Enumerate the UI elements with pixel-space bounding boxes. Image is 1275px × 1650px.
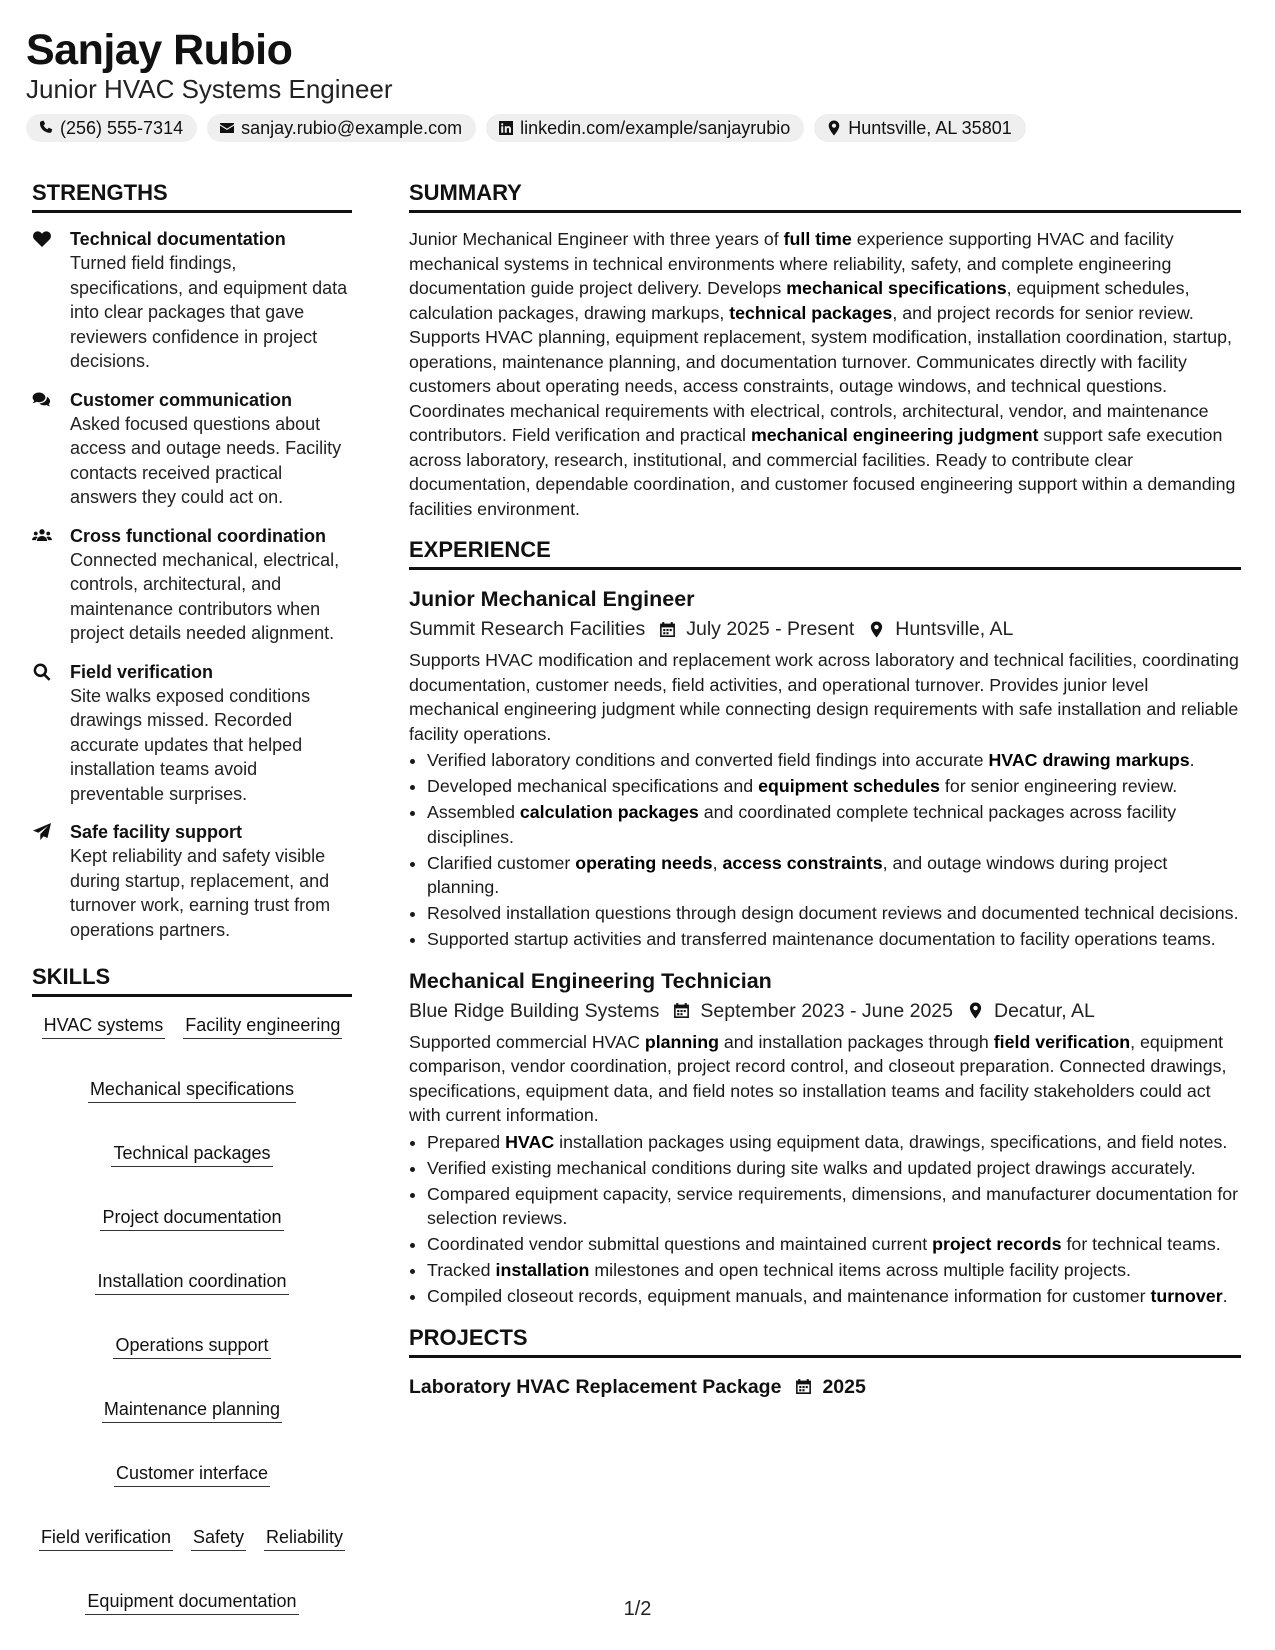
strength-item <box>32 388 352 510</box>
strength-item <box>32 227 352 374</box>
strengths-heading: STRENGTHS <box>32 178 352 213</box>
heart-icon <box>32 229 52 249</box>
job-location: Decatur, AL <box>994 999 1095 1022</box>
job-meta <box>409 996 1241 1026</box>
bullet-item: • Verified existing mechanical conditions during site walks and updated project drawings accurately. <box>427 1156 1241 1181</box>
job-title: Mechanical Engineering Technician <box>409 968 772 993</box>
contact-location-text: Huntsville, AL 35801 <box>848 117 1012 138</box>
candidate-title: Junior HVAC Systems Engineer <box>26 74 393 104</box>
emphasis-text: field verification <box>993 1031 1131 1052</box>
job-dates: September 2023 - June 2025 <box>700 999 953 1022</box>
comments-icon <box>32 390 52 410</box>
page-number: 1/2 <box>623 1598 652 1620</box>
project-year: 2025 <box>822 1375 866 1398</box>
skill-tag: Reliability <box>264 1525 345 1551</box>
skills-heading: SKILLS <box>32 962 352 997</box>
emphasis-text: technical packages <box>729 302 893 323</box>
skill-tag: Installation coordination <box>95 1269 288 1295</box>
contact-location <box>814 114 1025 142</box>
contact-bar <box>26 114 1026 142</box>
emphasis-text: HVAC <box>505 1131 555 1152</box>
strength-title: Technical documentation <box>70 229 286 249</box>
bullet-item: • Compiled closeout records, equipment manuals, and maintenance information for customer turnover. <box>427 1284 1241 1309</box>
emphasis-text: operating needs <box>575 852 713 873</box>
skill-tag: Field verification <box>39 1525 173 1551</box>
strength-item <box>32 524 352 646</box>
project-entry <box>409 1372 1241 1402</box>
strength-title: Cross functional coordination <box>70 525 327 546</box>
emphasis-text: calculation packages <box>519 802 699 822</box>
emphasis-text: turnover <box>1150 1286 1223 1306</box>
strength-desc: Turned field findings, specifications, and equipment data into clear packages that gave reviewers confidence in project decisions. <box>70 253 348 371</box>
skill-tag: Facility engineering <box>183 1013 342 1039</box>
emphasis-text: access constraints <box>722 852 883 873</box>
job-description: Supports HVAC modification and replacement work across laboratory and technical facilities, coordinating documentation, customer needs, field activities, and operational turnover. Provides junior level mechanical engineering judgment while connecting design requirements with safe installation and reliable facility operations. <box>409 650 1239 744</box>
emphasis-text: mechanical specifications <box>786 278 1007 298</box>
projects-heading: PROJECTS <box>409 1323 1241 1358</box>
project-title: Laboratory HVAC Replacement Package <box>409 1375 782 1398</box>
bullet-item: • Clarified customer operating needs, access constraints, and outage windows during project planning. <box>427 851 1241 900</box>
map-pin-icon <box>967 1002 984 1019</box>
skill-tag: Project documentation <box>100 1205 283 1231</box>
calendar-icon <box>673 1002 690 1019</box>
skill-tag: Mechanical specifications <box>88 1077 296 1103</box>
skill-tag: Operations support <box>113 1333 270 1359</box>
skill-tag: Equipment documentation <box>85 1589 298 1615</box>
skill-tag: Technical packages <box>111 1141 272 1167</box>
contact-linkedin[interactable] <box>486 114 804 142</box>
emphasis-text: full time <box>783 229 852 249</box>
bullet-item: • Prepared HVAC installation packages using equipment data, drawings, specifications, and field notes. <box>427 1130 1241 1155</box>
job-title: Junior Mechanical Engineer <box>409 587 695 611</box>
contact-phone[interactable] <box>26 114 197 142</box>
bullet-item: • Developed mechanical specifications and equipment schedules for senior engineering review. <box>427 774 1241 799</box>
calendar-icon <box>659 621 676 638</box>
job-meta <box>409 614 1241 644</box>
strength-title: Customer communication <box>70 389 293 410</box>
bullet-item: • Resolved installation questions through design document reviews and documented technical decisions. <box>427 901 1241 926</box>
bullet-item: • Coordinated vendor submittal questions and maintained current project records for technical teams. <box>427 1232 1241 1257</box>
strength-item <box>32 660 352 807</box>
calendar-icon <box>795 1378 812 1395</box>
right-column <box>409 178 1241 1402</box>
map-pin-icon <box>826 120 842 136</box>
contact-linkedin-text: linkedin.com/example/sanjayrubio <box>520 117 791 138</box>
summary-heading: SUMMARY <box>409 178 1241 213</box>
emphasis-text: HVAC drawing markups <box>988 750 1190 770</box>
strength-item <box>32 820 352 942</box>
contact-email[interactable] <box>207 114 476 142</box>
skills-list <box>32 1011 352 1617</box>
bullet-item: • Assembled calculation packages and coordinated complete technical packages across facility disciplines. <box>427 800 1241 849</box>
summary-text: Junior Mechanical Engineer with three years of full time experience supporting HVAC and facility mechanical systems in technical environments where reliability, safety, and complete engineering documentation guide project delivery. Develops mechanical specifications, equipment schedules, calculation packages, drawing markups, technical packages, and project records for senior review. Supports HVAC planning, equipment replacement, system modification, installation coordination, startup, operations, maintenance planning, and documentation turnover. Communicates directly with facility customers about operating needs, access constraints, outage windows, and technical questions. Coordinates mechanical requirements with electrical, controls, architectural, vendor, and maintenance contributors. Field verification and practical mechanical engineering judgment support safe execution across laboratory, research, institutional, and commercial facilities. Ready to contribute clear documentation, dependable coordination, and customer focused engineering support within a demanding facilities environment. <box>409 229 1236 519</box>
strength-desc: Kept reliability and safety visible during startup, replacement, and turnover work, earning trust from operations partners. <box>70 846 331 940</box>
emphasis-text: equipment schedules <box>758 776 940 796</box>
job-bullets <box>409 748 1241 952</box>
bullet-item: • Compared equipment capacity, service requirements, dimensions, and manufacturer documentation for selection reviews. <box>427 1182 1241 1231</box>
emphasis-text: mechanical engineering judgment <box>750 425 1039 445</box>
paper-plane-icon <box>32 822 52 842</box>
strength-desc: Asked focused questions about access and outage needs. Facility contacts received practical answers they could act on. <box>70 413 342 507</box>
job-description: Supported commercial HVAC planning and installation packages through field verification, equipment comparison, vendor coordination, project record control, and closeout preparation. Connected drawings, specifications, equipment data, and field notes so installation teams and facility stakeholders could act with current information. <box>409 1031 1227 1125</box>
job-company: Blue Ridge Building Systems <box>409 999 660 1022</box>
map-pin-icon <box>868 621 885 638</box>
strength-title: Safe facility support <box>70 822 243 842</box>
job-entry <box>409 966 1241 1309</box>
skill-tag: HVAC systems <box>42 1013 166 1039</box>
phone-icon <box>38 120 54 136</box>
skill-tag: Maintenance planning <box>102 1397 282 1423</box>
experience-heading: EXPERIENCE <box>409 535 1241 570</box>
search-icon <box>32 662 52 682</box>
contact-email-text: sanjay.rubio@example.com <box>241 117 463 138</box>
job-dates: July 2025 - Present <box>686 618 855 640</box>
skill-tag: Safety <box>191 1525 246 1551</box>
emphasis-text: installation <box>495 1260 590 1280</box>
job-company: Summit Research Facilities <box>409 618 646 640</box>
users-icon <box>32 526 52 546</box>
strength-title: Field verification <box>70 661 214 682</box>
job-location: Huntsville, AL <box>895 618 1014 640</box>
emphasis-text: planning <box>644 1031 719 1052</box>
skill-tag: Customer interface <box>114 1461 270 1487</box>
left-column <box>32 178 352 1617</box>
strength-desc: Site walks exposed conditions drawings missed. Recorded accurate updates that helped installation teams avoid preventable surprises. <box>70 685 311 804</box>
envelope-icon <box>219 120 235 136</box>
job-bullets <box>409 1130 1241 1309</box>
contact-phone-text: (256) 555-7314 <box>60 117 184 138</box>
linkedin-icon <box>498 120 514 136</box>
bullet-item: • Supported startup activities and transferred maintenance documentation to facility operations teams. <box>427 927 1241 952</box>
candidate-name: Sanjay Rubio <box>26 26 293 74</box>
bullet-item: • Verified laboratory conditions and converted field findings into accurate HVAC drawing markups. <box>427 748 1241 773</box>
strength-desc: Connected mechanical, electrical, controls, architectural, and maintenance contributors when project details needed alignment. <box>70 549 340 643</box>
bullet-item: • Tracked installation milestones and open technical items across multiple facility projects. <box>427 1258 1241 1283</box>
emphasis-text: project records <box>932 1234 1062 1254</box>
job-entry <box>409 584 1241 952</box>
